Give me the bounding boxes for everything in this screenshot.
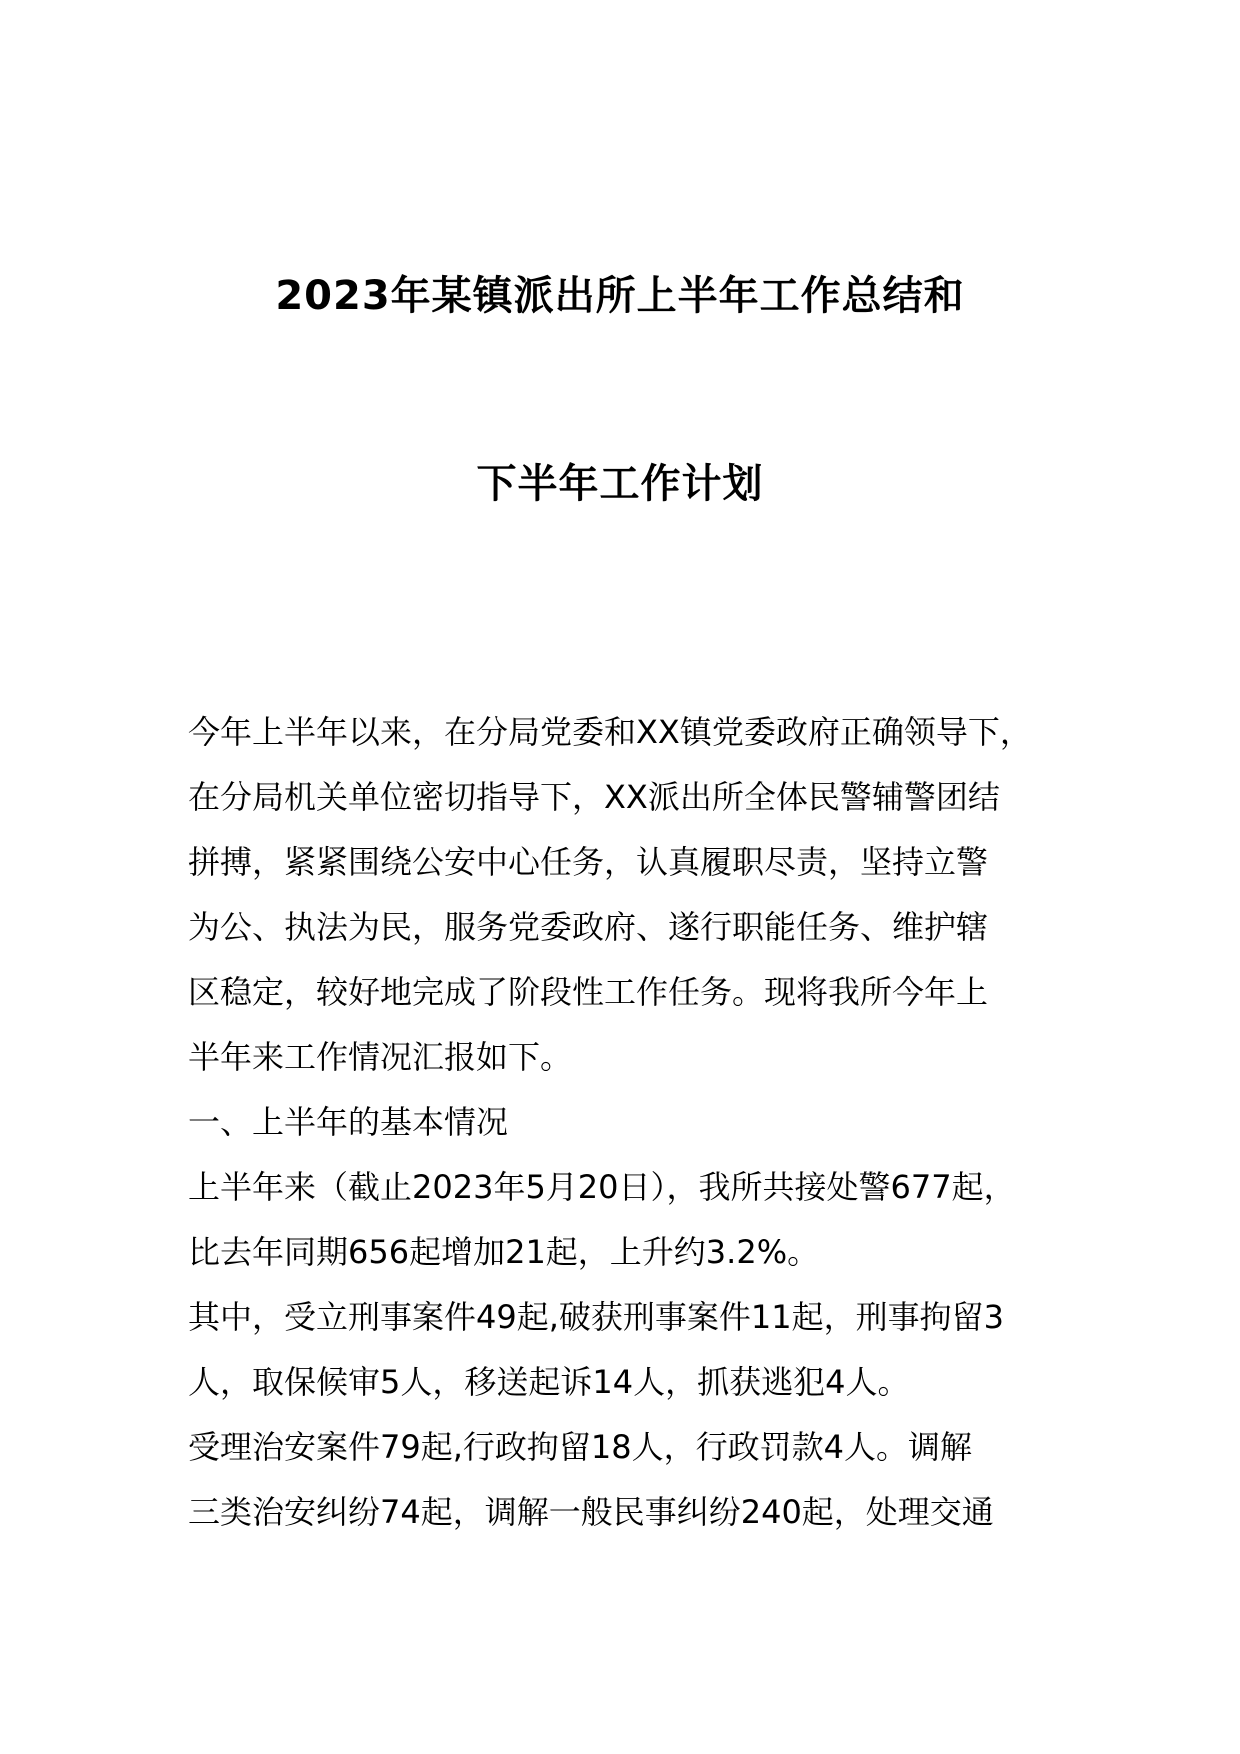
body-line: 三类治安纠纷74起，调解一般民事纠纷240起，处理交通 xyxy=(188,1493,994,1531)
document-title-line-1: 2023年某镇派出所上半年工作总结和 xyxy=(275,273,965,319)
document-title-line-2: 下半年工作计划 xyxy=(476,461,764,507)
body-line: 为公、执法为民，服务党委政府、遂行职能任务、维护辖 xyxy=(188,908,989,946)
document-body xyxy=(188,700,1088,1545)
body-line: 半年来工作情况汇报如下。 xyxy=(188,1038,573,1076)
body-line: 受理治安案件79起,行政拘留18人，行政罚款4人。调解 xyxy=(188,1428,972,1466)
body-line: 今年上半年以来，在分局党委和XX镇党委政府正确领导下， xyxy=(188,713,1032,751)
body-line: 拼搏，紧紧围绕公安中心任务，认真履职尽责，坚持立警 xyxy=(188,843,989,881)
body-line: 比去年同期656起增加21起，上升约3.2%。 xyxy=(188,1233,820,1271)
body-line: 上半年来（截止2023年5月20日），我所共接处警677起， xyxy=(188,1168,1016,1206)
body-line: 在分局机关单位密切指导下，XX派出所全体民警辅警团结 xyxy=(188,778,1000,816)
body-line: 其中，受立刑事案件49起,破获刑事案件11起，刑事拘留3 xyxy=(188,1298,1004,1336)
body-line: 区稳定，较好地完成了阶段性工作任务。现将我所今年上 xyxy=(188,973,989,1011)
body-line: 人，取保候审5人，移送起诉14人，抓获逃犯4人。 xyxy=(188,1363,910,1401)
section-heading: 一、上半年的基本情况 xyxy=(188,1103,509,1141)
